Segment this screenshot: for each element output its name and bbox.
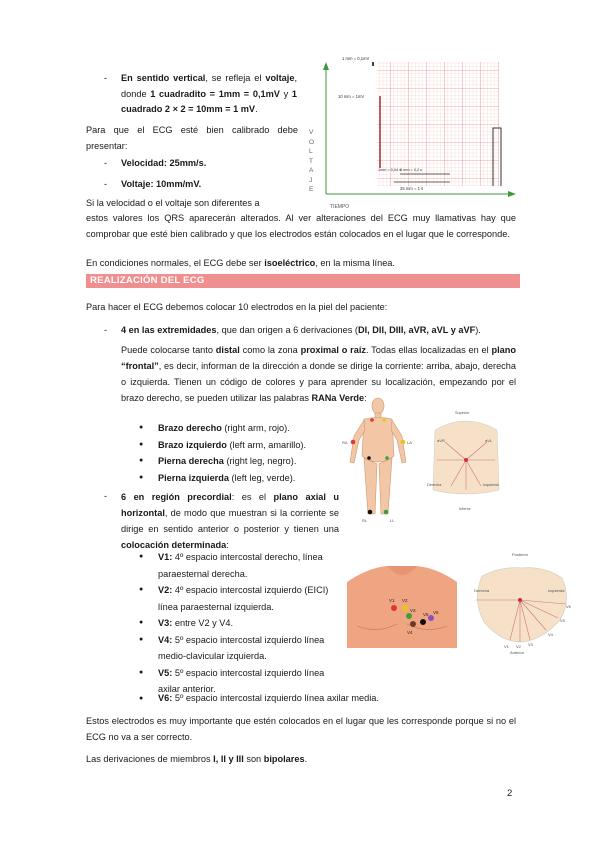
v6-electrode <box>428 615 434 621</box>
label-1s: 25 mm = 1 s <box>400 186 424 191</box>
dash-bullet: - <box>104 73 108 83</box>
list-item: ● V6: 5º espacio intercostal izquierdo línea axilar media. <box>137 691 517 707</box>
list-item: ● Pierna izquierda (left leg, verde). <box>137 470 306 487</box>
axial-derecha: Derecha <box>474 588 490 593</box>
list-item: ● V3: entre V2 y V4. <box>137 615 337 632</box>
v2-electrode <box>402 605 408 611</box>
avr-label: aVR <box>437 438 445 443</box>
v1-label: V1 <box>389 598 395 603</box>
v2-label: V2 <box>402 598 408 603</box>
label-02s: 5 mm = 0,2 s <box>400 168 423 172</box>
frontal-superior: Superior <box>455 411 470 415</box>
precordial-list <box>137 549 337 698</box>
v4-label: V4 <box>407 630 413 635</box>
label-004s: 1mm = 0,04 s <box>378 168 402 172</box>
alteration-line1: Si la velocidad o el voltaje son diferentes a <box>86 198 260 208</box>
body-electrode-figure <box>340 396 416 524</box>
alteration-text: estos valores los QRS aparecerán alterados. Al ver alteraciones del ECG muy llamativas hay que comprobar que esté bien calibrado y que los electrodos están colocados en el lugar que le corresponde. <box>86 213 516 239</box>
ll-label: LL <box>390 518 395 523</box>
list-item: ● Brazo izquierdo (left arm, amarillo). <box>137 437 306 454</box>
ra-label: RA <box>342 440 348 445</box>
frontal-inferior: Inferior <box>459 507 471 511</box>
label-01mv: 1 mm = 0,1mV <box>342 56 370 61</box>
avl-label: aVL <box>485 438 493 443</box>
bipolar-paragraph: Las derivaciones de miembros I, II y III son bipolares. <box>86 754 308 764</box>
axial-v4: V4 <box>548 632 553 637</box>
list-item: ● V5: 5º espacio intercostal izquierdo línea axilar anterior. <box>137 665 337 698</box>
axial-plane-figure <box>462 548 578 656</box>
list-item: ● Pierna derecha (right leg, negro). <box>137 453 306 470</box>
limbs-description: Puede colocarse tanto distal como la zona proximal o raíz. Todas ellas localizadas en el plano “frontal”, es decir, informan de la dirección a donde se dirige la corriente: arriba, abajo, derecha o izquierda. Tienen un código de colores y para aprender su localización, empezando por el brazo derecho, se pueden utilizar las palabras RANa Verde: <box>121 345 516 403</box>
axial-v5: V5 <box>560 618 565 623</box>
axial-izquierda: Izquierda <box>548 588 565 593</box>
label-1mv: 10 mm = 1mV <box>338 94 365 99</box>
rl-label: RL <box>362 518 368 523</box>
dash-bullet: - <box>104 179 108 189</box>
speed-item: Velocidad: 25mm/s. <box>121 158 207 168</box>
rl-electrode <box>368 510 373 515</box>
isoelectric-text: En condiciones normales, el ECG debe ser isoeléctrico, en la misma línea. <box>86 258 395 268</box>
axial-v3: V3 <box>528 642 533 647</box>
la-label: LA <box>407 440 412 445</box>
precordial-list-last <box>137 691 517 707</box>
voltage-arrow-icon <box>323 62 329 70</box>
vertical-label: En sentido vertical <box>121 73 206 83</box>
la-electrode <box>401 440 406 445</box>
v4-electrode <box>410 621 416 627</box>
limbs-paragraph: 4 en las extremidades, que dan origen a 6 derivaciones (DI, DII, DIII, aVR, aVL y aVF). <box>121 325 481 335</box>
realizacion-intro: Para hacer el ECG debemos colocar 10 electrodos en la piel del paciente: <box>86 302 388 312</box>
list-item: ● Brazo derecho (right arm, rojo). <box>137 420 306 437</box>
axial-v2: V2 <box>516 644 521 649</box>
axial-anterior: Anterior <box>510 650 525 655</box>
limb-list <box>137 420 306 486</box>
page-number: 2 <box>507 788 513 799</box>
dash-bullet: - <box>104 325 108 335</box>
list-item: ● V1: 4º espacio intercostal derecho, línea paraesternal derecha. <box>137 549 337 582</box>
ecg-calibration-figure <box>300 52 526 212</box>
v5-electrode <box>420 619 426 625</box>
frontal-derecha: Derecha <box>427 483 442 487</box>
v3-electrode <box>406 613 412 619</box>
v5-label: V5 <box>423 612 429 617</box>
axial-v6: V6 <box>566 604 571 609</box>
axial-posterior: Posterior <box>512 552 529 557</box>
chest-electrode-figure <box>347 562 457 648</box>
v3-label: V3 <box>410 608 416 613</box>
vertical-paragraph: En sentido vertical, se refleja el voltaje, donde 1 cuadradito = 1mm = 0,1mV y 1 cuadrado 2 × 2 = 10mm = 1 mV. <box>121 73 297 114</box>
axis-label-voltaje: VOLTAJE <box>309 129 315 193</box>
section-heading: REALIZACIÓN DEL ECG <box>86 274 520 288</box>
calibration-text: Para que el ECG esté bien calibrado debe presentar: <box>86 125 298 151</box>
v6-label: V6 <box>433 610 439 615</box>
list-item: ● V4: 5º espacio intercostal izquierdo línea medio-clavicular izquierda. <box>137 632 337 665</box>
ra-electrode <box>351 440 356 445</box>
voltage-item: Voltaje: 10mm/mV. <box>121 179 202 189</box>
dash-bullet: - <box>104 491 108 501</box>
time-arrow-icon <box>508 191 516 197</box>
list-item: ● V2: 4º espacio intercostal izquierdo (EICI) línea paraesternal izquierda. <box>137 582 337 615</box>
axial-v1: V1 <box>504 644 509 649</box>
v1-electrode <box>391 605 397 611</box>
dash-bullet: - <box>104 158 108 168</box>
precordial-paragraph: 6 en región precordial: es el plano axial u horizontal, de modo que muestran si la corriente se dirige en sentido anterior o posterior y tienen una colocación determinada: <box>121 492 339 550</box>
frontal-plane-figure <box>423 402 509 520</box>
frontal-izquierda: Izquierda <box>483 483 499 487</box>
ll-electrode <box>384 510 389 515</box>
axis-label-tiempo: TIEMPO <box>330 204 350 210</box>
closing-paragraph: Estos electrodos es muy importante que estén colocados en el lugar que les corresponde porque si no el ECG no va a ser correcto. <box>86 716 516 742</box>
